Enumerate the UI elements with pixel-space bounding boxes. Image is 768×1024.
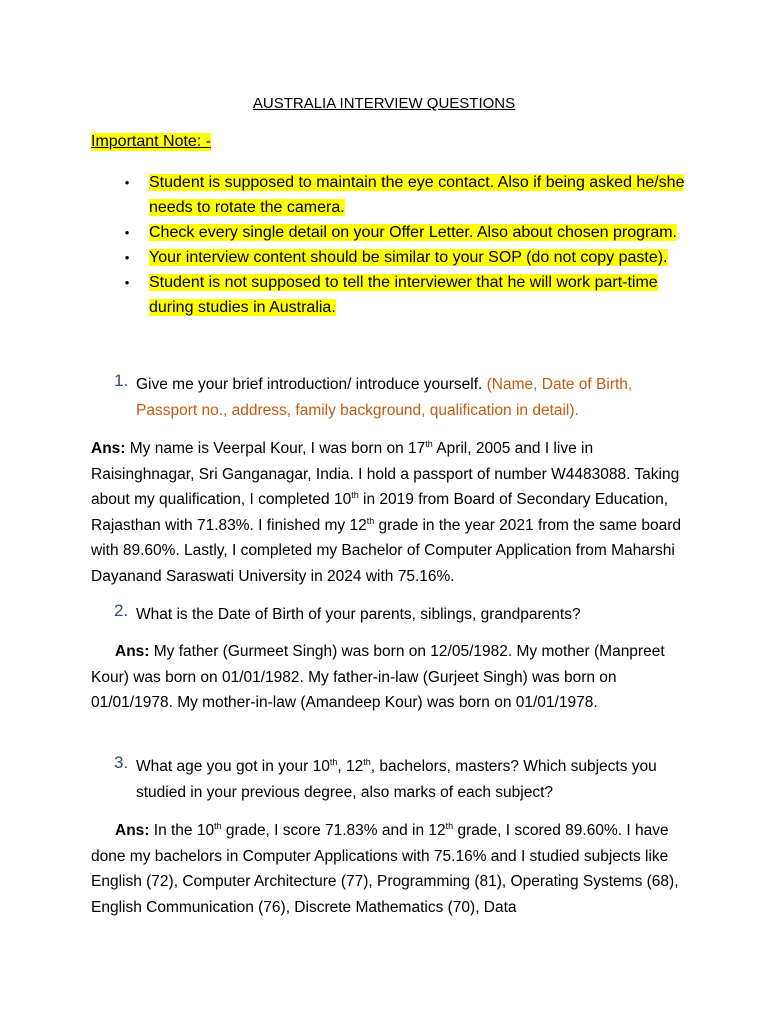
question-text: , bachelors, masters? Which subjects you studied in your previous degree, also marks of each subject?	[136, 758, 657, 801]
question-number: 1.	[114, 371, 129, 390]
answer-text: April, 2005 and I live in Raisinghnagar, Sri Ganganagar, India. I hold a passport of number W4483088. Taking about my qualification, I completed 10	[91, 440, 680, 509]
note-item	[120, 220, 700, 245]
answer-label: Ans:	[91, 440, 126, 457]
note-text: Check every single detail on your Offer Letter. Also about chosen program.	[149, 224, 677, 241]
note-item	[120, 170, 700, 220]
question-2: What is the Date of Birth of your parents, siblings, grandparents?	[136, 606, 581, 623]
superscript: th	[351, 490, 359, 501]
superscript: th	[363, 756, 371, 767]
bullet-icon: •	[124, 175, 130, 190]
question-hint: (Name, Date of Birth, Passport no., address, family background, qualification in detail).	[136, 376, 633, 419]
superscript: th	[445, 820, 454, 831]
question-3	[136, 754, 696, 806]
question-text: What age you got in your 10	[136, 758, 330, 775]
note-text: Student is supposed to maintain the eye contact. Also if being asked he/she needs to rotate the camera.	[149, 174, 685, 216]
answer-1	[91, 436, 691, 590]
answer-3	[91, 818, 691, 920]
superscript: th	[214, 820, 222, 831]
document-title: AUSTRALIA INTERVIEW QUESTIONS	[252, 95, 516, 112]
answer-2	[91, 639, 691, 716]
superscript: th	[425, 438, 433, 449]
important-notes-list	[120, 170, 700, 320]
bullet-icon: •	[124, 225, 130, 240]
superscript: th	[366, 515, 375, 526]
question-text: Give me your brief introduction/ introduce yourself.	[136, 376, 487, 393]
answer-label: Ans:	[115, 643, 150, 660]
answer-label: Ans:	[115, 822, 150, 839]
answer-text: in 2019 from Board of Secondary Education, Rajasthan with 71.83%. I finished my 12	[91, 491, 669, 534]
superscript: th	[329, 756, 338, 767]
answer-text: My name is Veerpal Kour, I was born on 17	[125, 440, 426, 457]
question-1	[136, 372, 696, 424]
question-number: 2.	[114, 601, 129, 620]
bullet-icon: •	[124, 250, 130, 265]
note-text: Your interview content should be similar to your SOP (do not copy paste).	[149, 249, 668, 266]
answer-text: In the 10	[149, 822, 215, 839]
question-text: , 12	[337, 758, 364, 775]
important-note-label: Important Note: -	[91, 133, 212, 150]
bullet-icon: •	[124, 275, 130, 290]
answer-text: grade, I scored 89.60%. I have done my bachelors in Computer Applications with 75.16% and I studied subjects like English (72), Computer Architecture (77), Programming (81), Operating Systems (68), English Communication (76), Discrete Mathematics (70), Data	[91, 822, 679, 916]
answer-text: grade in the year 2021 from the same board with 89.60%. Lastly, I completed my Bachelor of Computer Application from Maharshi Dayanand Saraswati University in 2024 with 75.16%.	[91, 516, 681, 585]
answer-text: My father (Gurmeet Singh) was born on 12/05/1982. My mother (Manpreet Kour) was born on 01/01/1982. My father-in-law (Gurjeet Singh) was born on 01/01/1978. My mother-in-law (Amandeep Kour) was born on 01/01/1978.	[91, 643, 665, 712]
note-text: Student is not supposed to tell the interviewer that he will work part-time during studies in Australia.	[149, 274, 658, 316]
question-number: 3.	[114, 753, 129, 772]
note-item	[120, 270, 700, 320]
answer-text: grade, I score 71.83% and in 12	[221, 822, 446, 839]
note-item	[120, 245, 700, 270]
